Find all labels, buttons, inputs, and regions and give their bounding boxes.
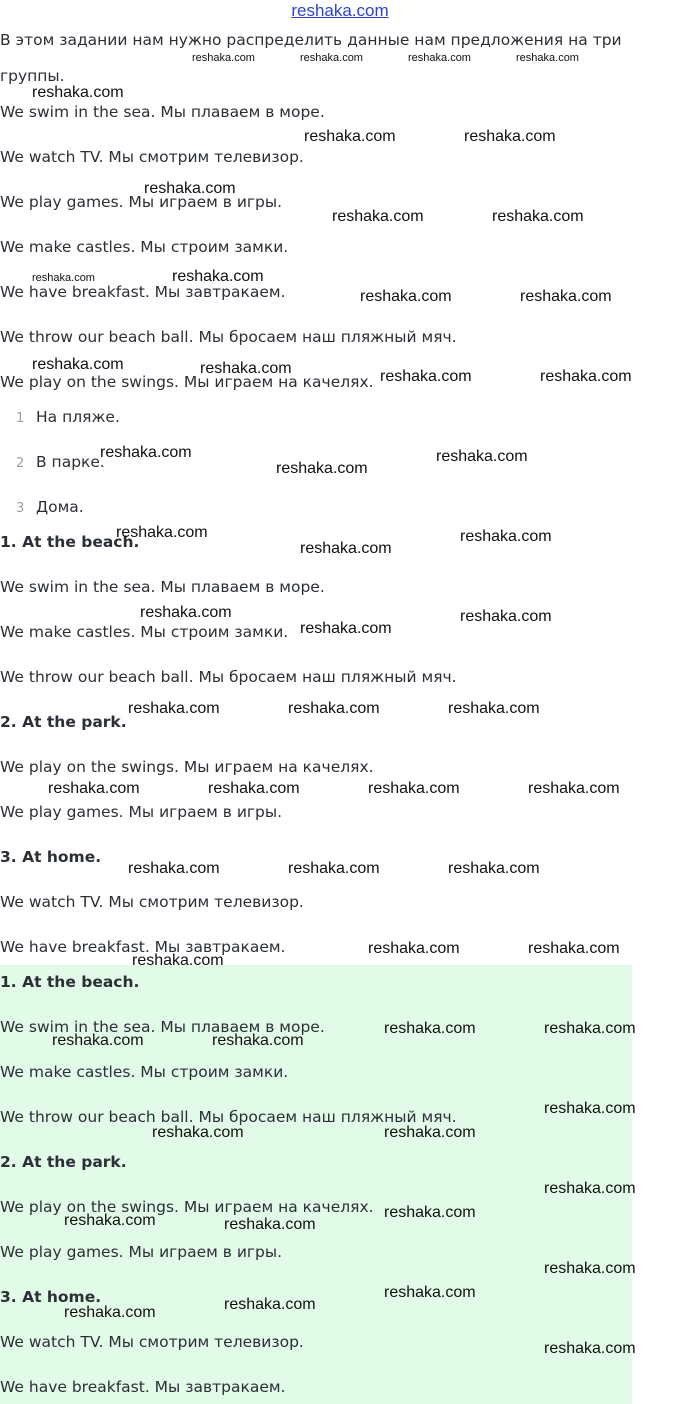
watermark: reshaka.com	[368, 940, 460, 957]
watermark: reshaka.com	[448, 860, 540, 877]
watermark: reshaka.com	[384, 1204, 476, 1221]
place-number: 2	[16, 456, 25, 471]
watermark: reshaka.com	[300, 540, 392, 557]
sentence: We swim in the sea. Мы плаваем в море.	[0, 103, 325, 121]
watermark: reshaka.com	[384, 1284, 476, 1301]
place-number: 3	[16, 501, 25, 516]
watermark: reshaka.com	[32, 272, 95, 284]
answer-item: We have breakfast. Мы завтракаем.	[0, 1378, 286, 1396]
watermark: reshaka.com	[208, 780, 300, 797]
sentence: We watch TV. Мы смотрим телевизор.	[0, 148, 304, 166]
watermark: reshaka.com	[464, 128, 556, 145]
watermark: reshaka.com	[212, 1032, 304, 1049]
intro-text: В этом задании нам нужно распределить данные нам предложения на три группы.	[0, 31, 622, 85]
watermark: reshaka.com	[32, 84, 124, 101]
watermark: reshaka.com	[224, 1296, 316, 1313]
watermark: reshaka.com	[132, 952, 224, 969]
sentence: We make castles. Мы строим замки.	[0, 238, 289, 256]
watermark: reshaka.com	[48, 780, 140, 797]
watermark: reshaka.com	[172, 268, 264, 285]
answer-heading: 2. At the park.	[0, 1153, 127, 1171]
watermark: reshaka.com	[52, 1032, 144, 1049]
sentence: We throw our beach ball. Мы бросаем наш пляжный мяч.	[0, 328, 457, 346]
watermark: reshaka.com	[32, 356, 124, 373]
watermark: reshaka.com	[448, 700, 540, 717]
watermark: reshaka.com	[544, 1180, 636, 1197]
place-label: На пляже.	[36, 408, 120, 426]
watermark: reshaka.com	[544, 1100, 636, 1117]
watermark: reshaka.com	[380, 368, 472, 385]
watermark: reshaka.com	[128, 860, 220, 877]
place-number: 1	[16, 411, 25, 426]
sentence: We have breakfast. Мы завтракаем.	[0, 283, 286, 301]
watermark: reshaka.com	[384, 1020, 476, 1037]
watermark: reshaka.com	[332, 208, 424, 225]
watermark: reshaka.com	[460, 608, 552, 625]
watermark: reshaka.com	[140, 604, 232, 621]
watermark: reshaka.com	[144, 180, 236, 197]
place-item	[0, 497, 84, 519]
watermark: reshaka.com	[492, 208, 584, 225]
group-item: We swim in the sea. Мы плаваем в море.	[0, 578, 325, 596]
watermark: reshaka.com	[436, 448, 528, 465]
watermark: reshaka.com	[300, 52, 363, 64]
group-item: We watch TV. Мы смотрим телевизор.	[0, 893, 304, 911]
answer-heading: 1. At the beach.	[0, 973, 140, 991]
group-item: We make castles. Мы строим замки.	[0, 623, 289, 641]
group-item: We play games. Мы играем в игры.	[0, 803, 283, 821]
watermark: reshaka.com	[304, 128, 396, 145]
watermark: reshaka.com	[224, 1216, 316, 1233]
watermark: reshaka.com	[544, 1020, 636, 1037]
watermark: reshaka.com	[288, 700, 380, 717]
watermark: reshaka.com	[408, 52, 471, 64]
group-heading: 1. At the beach.	[0, 533, 140, 551]
answer-item: We play on the swings. Мы играем на качелях.	[0, 1198, 374, 1216]
sentence: We play games. Мы играем в игры.	[0, 193, 283, 211]
group-heading: 3. At home.	[0, 848, 102, 866]
place-label: В парке.	[36, 453, 105, 471]
watermark: reshaka.com	[152, 1124, 244, 1141]
watermark: reshaka.com	[368, 780, 460, 797]
group-item: We play on the swings. Мы играем на качелях.	[0, 758, 374, 776]
watermark: reshaka.com	[528, 780, 620, 797]
answer-item: We watch TV. Мы смотрим телевизор.	[0, 1333, 304, 1351]
watermark: reshaka.com	[516, 52, 579, 64]
place-item	[0, 407, 120, 429]
watermark: reshaka.com	[528, 940, 620, 957]
group-heading: 2. At the park.	[0, 713, 127, 731]
watermark: reshaka.com	[544, 1260, 636, 1277]
watermark: reshaka.com	[116, 524, 208, 541]
watermark: reshaka.com	[460, 528, 552, 545]
watermark: reshaka.com	[540, 368, 632, 385]
watermark: reshaka.com	[520, 288, 612, 305]
watermark: reshaka.com	[64, 1304, 156, 1321]
watermark: reshaka.com	[64, 1212, 156, 1229]
answer-item: We play games. Мы играем в игры.	[0, 1243, 283, 1261]
answer-heading: 3. At home.	[0, 1288, 102, 1306]
group-item: We throw our beach ball. Мы бросаем наш пляжный мяч.	[0, 668, 457, 686]
place-item	[0, 452, 105, 474]
place-label: Дома.	[36, 498, 84, 516]
watermark: reshaka.com	[288, 860, 380, 877]
watermark: reshaka.com	[192, 52, 255, 64]
watermark: reshaka.com	[128, 700, 220, 717]
answer-item: We swim in the sea. Мы плаваем в море.	[0, 1018, 325, 1036]
answer-item: We make castles. Мы строим замки.	[0, 1063, 289, 1081]
watermark: reshaka.com	[200, 360, 292, 377]
group-item: We have breakfast. Мы завтракаем.	[0, 938, 286, 956]
watermark: reshaka.com	[360, 288, 452, 305]
watermark: reshaka.com	[384, 1124, 476, 1141]
sentence: We play on the swings. Мы играем на качелях.	[0, 373, 374, 391]
watermark: reshaka.com	[544, 1340, 636, 1357]
answer-item: We throw our beach ball. Мы бросаем наш пляжный мяч.	[0, 1108, 457, 1126]
watermark: reshaka.com	[100, 444, 192, 461]
site-link[interactable]: reshaka.com	[291, 1, 389, 20]
watermark: reshaka.com	[276, 460, 368, 477]
watermark: reshaka.com	[300, 620, 392, 637]
